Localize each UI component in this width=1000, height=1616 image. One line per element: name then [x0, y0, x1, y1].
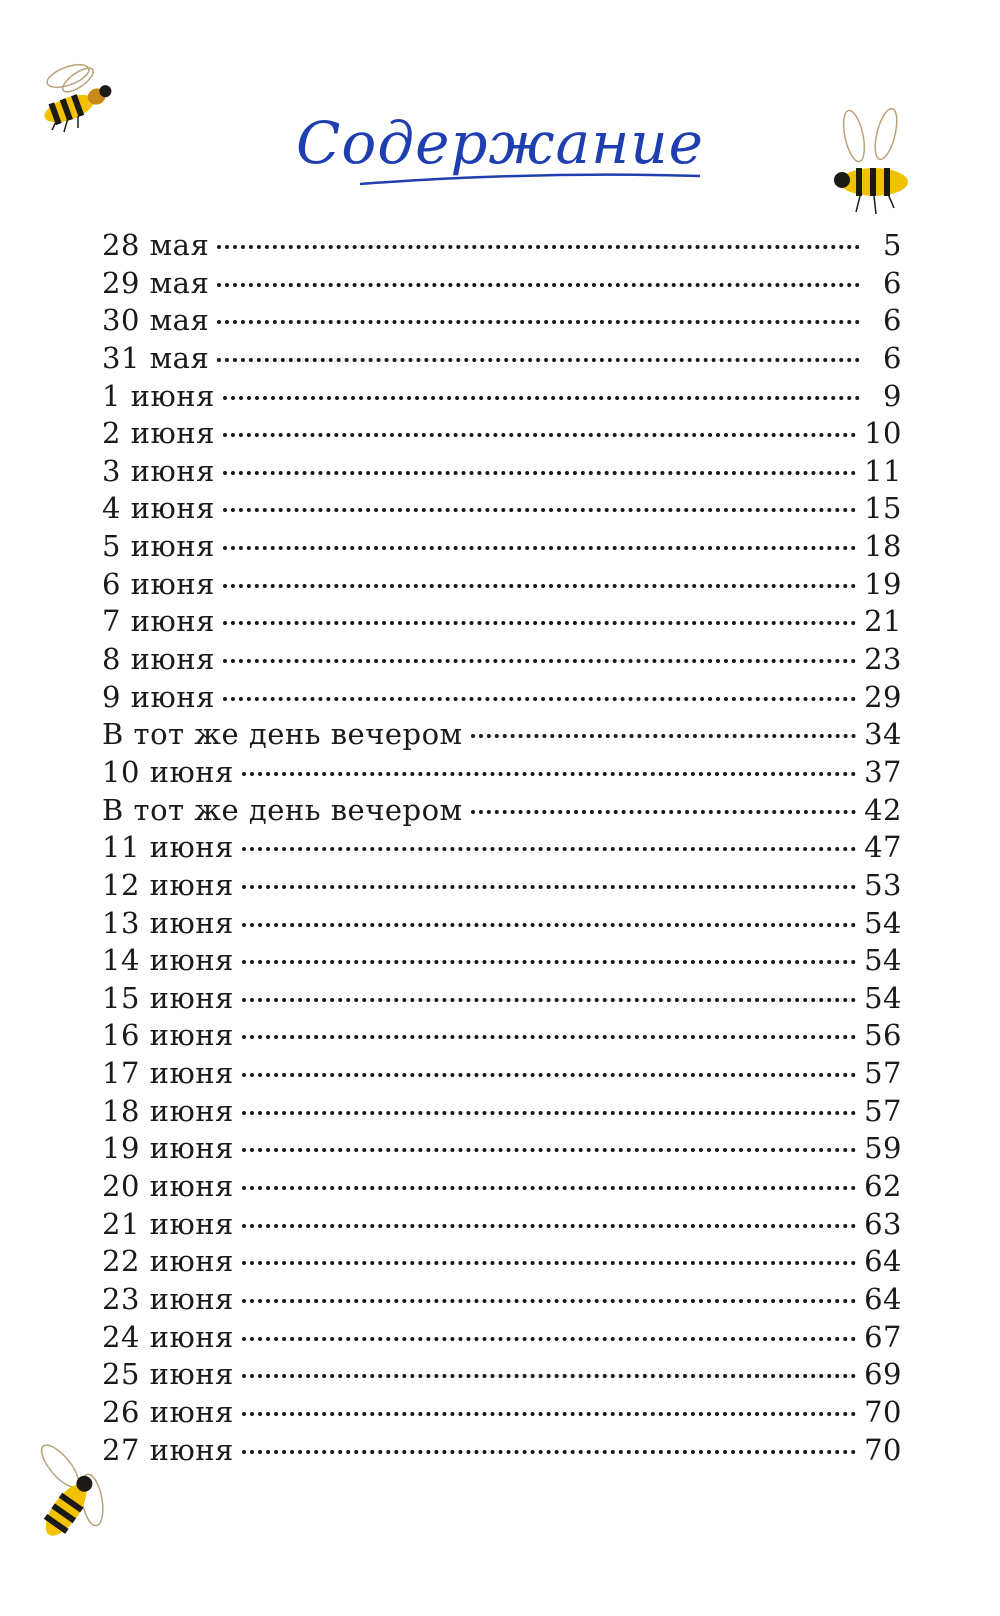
toc-leader-dots — [242, 847, 856, 851]
toc-entry-page: 11 — [864, 453, 902, 488]
toc-leader-dots — [471, 734, 856, 738]
toc-leader-dots — [242, 1374, 856, 1378]
toc-leader-dots — [242, 1073, 856, 1077]
toc-entry-page: 18 — [864, 529, 902, 564]
toc-entry-label: 29 мая — [102, 265, 210, 300]
toc-leader-dots — [223, 471, 856, 475]
toc-entry-label: 13 июня — [102, 905, 234, 940]
toc-entry-label: 23 июня — [102, 1281, 234, 1316]
toc-entry-label: 22 июня — [102, 1244, 234, 1279]
toc-entry — [102, 793, 902, 831]
toc-entry — [102, 680, 902, 718]
toc-leader-dots — [242, 1261, 856, 1265]
toc-entry-page: 69 — [864, 1357, 902, 1392]
toc-entry — [102, 1244, 902, 1282]
toc-leader-dots — [223, 621, 856, 625]
toc-entry-page: 6 — [883, 265, 902, 300]
toc-entry-label: 30 мая — [102, 303, 210, 338]
toc-leader-dots — [471, 810, 856, 814]
toc-entry-label: 31 мая — [102, 340, 210, 375]
toc-entry-label: 21 июня — [102, 1206, 234, 1241]
toc-entry-label: 11 июня — [102, 830, 234, 865]
toc-leader-dots — [242, 1224, 856, 1228]
toc-leader-dots — [242, 1450, 856, 1454]
title-underline — [360, 168, 700, 188]
toc-entry — [102, 755, 902, 793]
toc-entry — [102, 830, 902, 868]
toc-entry-page: 42 — [864, 792, 902, 827]
toc-entry-label: 20 июня — [102, 1169, 234, 1204]
toc-entry-page: 64 — [864, 1281, 902, 1316]
toc-entry-page: 67 — [864, 1319, 902, 1354]
toc-entry-label: 7 июня — [102, 604, 215, 639]
toc-entry — [102, 567, 902, 605]
toc-entry-page: 15 — [864, 491, 902, 526]
toc-entry-page: 54 — [864, 905, 902, 940]
toc-entry-label: 26 июня — [102, 1394, 234, 1429]
toc-leader-dots — [217, 283, 860, 287]
toc-leader-dots — [242, 998, 856, 1002]
toc-entry-page: 64 — [864, 1244, 902, 1279]
toc-entry-label: В тот же день вечером — [102, 717, 463, 752]
toc-leader-dots — [242, 1412, 856, 1416]
toc-leader-dots — [223, 546, 856, 550]
toc-entry-label: 6 июня — [102, 566, 215, 601]
toc-entry-page: 5 — [883, 228, 902, 262]
toc-entry — [102, 1395, 902, 1433]
toc-leader-dots — [223, 659, 856, 663]
toc-entry-page: 6 — [883, 303, 902, 338]
toc-entry-label: 17 июня — [102, 1056, 234, 1091]
toc-leader-dots — [242, 772, 856, 776]
toc-entry — [102, 228, 902, 266]
page-title: Содержание — [296, 109, 704, 177]
toc-entry — [102, 379, 902, 417]
toc-entry-page: 53 — [864, 867, 902, 902]
toc-entry-page: 47 — [864, 830, 902, 865]
toc-entry-label: 8 июня — [102, 642, 215, 677]
toc-entry-label: 9 июня — [102, 679, 215, 714]
toc-entry — [102, 604, 902, 642]
toc-entry-page: 57 — [864, 1056, 902, 1091]
toc-entry — [102, 1056, 902, 1094]
toc-leader-dots — [223, 433, 856, 437]
toc-entry-page: 10 — [864, 416, 902, 451]
toc-entry-page: 63 — [864, 1206, 902, 1241]
toc-leader-dots — [242, 885, 856, 889]
toc-entry — [102, 491, 902, 529]
toc-leader-dots — [242, 923, 856, 927]
toc-leader-dots — [242, 1299, 856, 1303]
toc-entry-page: 57 — [864, 1093, 902, 1128]
toc-entry-label: 24 июня — [102, 1319, 234, 1354]
toc-entry-page: 9 — [883, 378, 902, 413]
toc-entry — [102, 1207, 902, 1245]
toc-entry — [102, 981, 902, 1019]
toc-leader-dots — [217, 358, 860, 362]
toc-entry-label: 1 июня — [102, 378, 215, 413]
toc-entry — [102, 1433, 902, 1471]
toc-entry-label: 15 июня — [102, 980, 234, 1015]
toc-entry-page: 54 — [864, 980, 902, 1015]
toc-entry — [102, 1357, 902, 1395]
toc-leader-dots — [242, 1148, 856, 1152]
table-of-contents — [102, 228, 902, 1470]
toc-entry-page: 34 — [864, 717, 902, 752]
toc-entry-page: 23 — [864, 642, 902, 677]
toc-entry-label: 28 мая — [102, 228, 210, 262]
toc-entry-page: 6 — [883, 340, 902, 375]
toc-entry-label: 5 июня — [102, 529, 215, 564]
toc-entry — [102, 1282, 902, 1320]
toc-entry-label: 16 июня — [102, 1018, 234, 1053]
toc-entry-label: 25 июня — [102, 1357, 234, 1392]
toc-entry — [102, 529, 902, 567]
toc-entry-page: 54 — [864, 943, 902, 978]
toc-leader-dots — [217, 320, 860, 324]
toc-entry-page: 70 — [864, 1394, 902, 1429]
toc-entry-page: 19 — [864, 566, 902, 601]
toc-entry — [102, 717, 902, 755]
toc-entry — [102, 943, 902, 981]
toc-leader-dots — [242, 1035, 856, 1039]
toc-entry — [102, 1320, 902, 1358]
toc-entry-page: 70 — [864, 1432, 902, 1467]
toc-entry — [102, 1094, 902, 1132]
toc-leader-dots — [242, 1111, 856, 1115]
toc-entry-label: 12 июня — [102, 867, 234, 902]
toc-entry — [102, 868, 902, 906]
toc-leader-dots — [242, 960, 856, 964]
toc-leader-dots — [217, 245, 860, 249]
toc-entry — [102, 341, 902, 379]
toc-entry-label: 18 июня — [102, 1093, 234, 1128]
toc-entry-label: 19 июня — [102, 1131, 234, 1166]
toc-entry-label: 14 июня — [102, 943, 234, 978]
toc-leader-dots — [242, 1337, 856, 1341]
toc-entry-label: 3 июня — [102, 453, 215, 488]
toc-entry — [102, 1169, 902, 1207]
toc-entry-label: 27 июня — [102, 1432, 234, 1467]
toc-entry-page: 37 — [864, 754, 902, 789]
toc-leader-dots — [223, 584, 856, 588]
toc-entry-page: 56 — [864, 1018, 902, 1053]
toc-entry-page: 21 — [864, 604, 902, 639]
toc-leader-dots — [242, 1186, 856, 1190]
toc-entry-label: В тот же день вечером — [102, 792, 463, 827]
toc-entry — [102, 642, 902, 680]
toc-leader-dots — [223, 396, 860, 400]
toc-entry-label: 4 июня — [102, 491, 215, 526]
toc-entry-page: 29 — [864, 679, 902, 714]
toc-entry-label: 2 июня — [102, 416, 215, 451]
toc-entry — [102, 454, 902, 492]
toc-entry — [102, 1018, 902, 1056]
toc-entry — [102, 416, 902, 454]
toc-entry — [102, 1131, 902, 1169]
toc-entry-page: 59 — [864, 1131, 902, 1166]
toc-leader-dots — [223, 697, 856, 701]
toc-entry-page: 62 — [864, 1169, 902, 1204]
toc-entry — [102, 266, 902, 304]
toc-leader-dots — [223, 508, 856, 512]
toc-entry — [102, 303, 902, 341]
toc-entry-label: 10 июня — [102, 754, 234, 789]
toc-entry — [102, 906, 902, 944]
